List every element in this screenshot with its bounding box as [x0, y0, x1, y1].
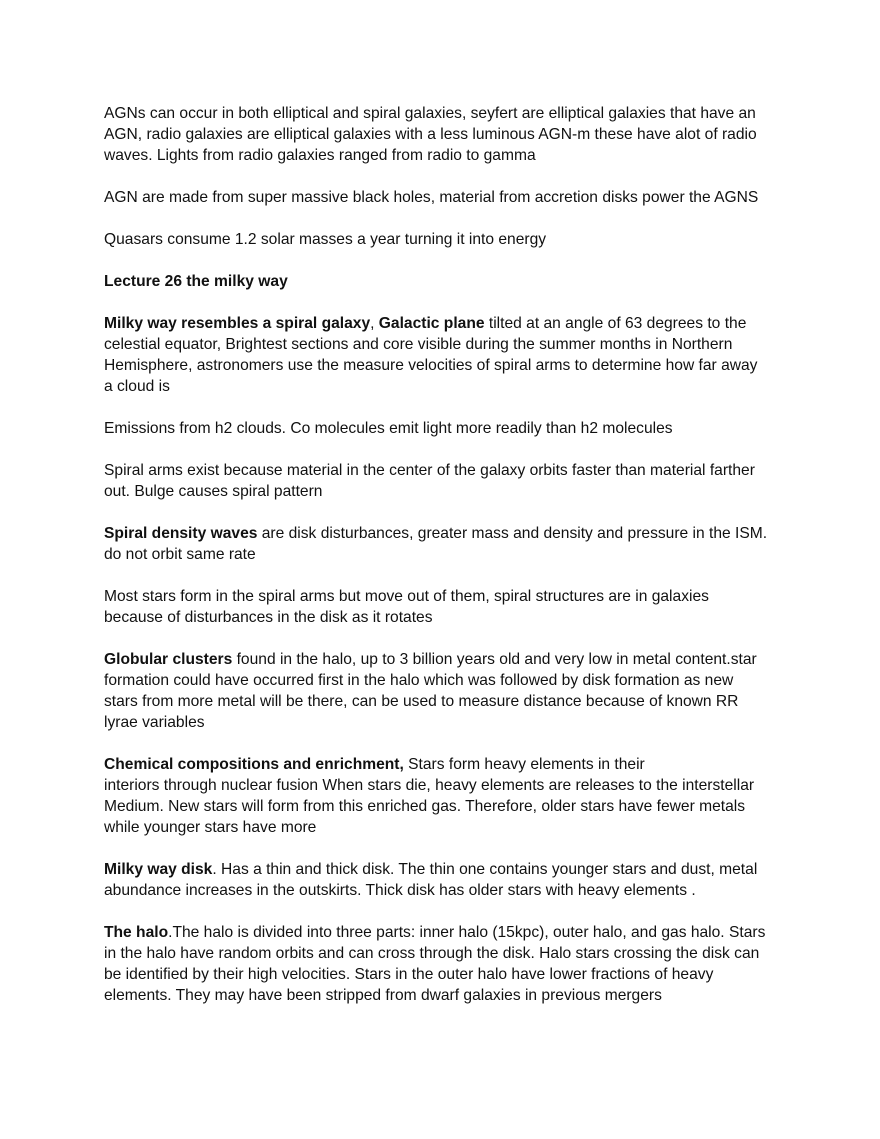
paragraph-star-formation — [104, 586, 784, 628]
paragraph-agn-black-holes — [104, 187, 784, 208]
text-line — [104, 313, 784, 334]
text-fragment: are disk disturbances, greater mass and density and pressure in the ISM. — [257, 525, 768, 542]
document-body — [104, 103, 784, 1027]
paragraph-quasars — [104, 229, 784, 250]
text-line: AGN are made from super massive black holes, material from accretion disks power the AGNS — [104, 189, 759, 206]
paragraph-milky-way-disk — [104, 859, 784, 901]
text-fragment: Stars form heavy elements in their — [403, 756, 645, 773]
separator-text: , — [370, 315, 379, 332]
paragraph-chemical-composition — [104, 754, 784, 838]
text-line — [104, 922, 784, 943]
text-line: AGN, radio galaxies are elliptical galaxies with a less luminous AGN-m these have alot of radio — [104, 126, 757, 143]
text-line: Emissions from h2 clouds. Co molecules emit light more readily than h2 molecules — [104, 420, 673, 437]
bold-term: Milky way disk — [104, 861, 213, 878]
bold-term: Milky way resembles a spiral galaxy — [104, 315, 371, 332]
paragraph-density-waves — [104, 523, 784, 565]
bold-term: The halo — [104, 924, 169, 941]
text-line: abundance increases in the outskirts. Thick disk has older stars with heavy elements . — [104, 882, 696, 899]
lecture-heading — [104, 271, 784, 292]
bold-term: Globular clusters — [104, 651, 233, 668]
text-fragment: found in the halo, up to 3 billion years old and very low in metal content.star — [232, 651, 757, 668]
text-line — [104, 649, 784, 670]
text-line: celestial equator, Brightest sections and core visible during the summer months in Northern — [104, 336, 733, 353]
heading-text: Lecture 26 the milky way — [104, 273, 288, 290]
paragraph-milky-way-spiral — [104, 313, 784, 397]
text-line — [104, 859, 784, 880]
text-line: a cloud is — [104, 378, 170, 395]
paragraph-spiral-arms — [104, 460, 784, 502]
text-line: formation could have occurred first in the halo which was followed by disk formation as new — [104, 672, 734, 689]
text-line: interiors through nuclear fusion When stars die, heavy elements are releases to the interstellar — [104, 777, 755, 794]
text-fragment: . Has a thin and thick disk. The thin one contains younger stars and dust, metal — [212, 861, 758, 878]
text-line: AGNs can occur in both elliptical and spiral galaxies, seyfert are elliptical galaxies that have an — [104, 105, 756, 122]
paragraph-halo — [104, 922, 784, 1006]
text-line: because of disturbances in the disk as it rotates — [104, 609, 433, 626]
text-line: elements. They may have been stripped from dwarf galaxies in previous mergers — [104, 987, 662, 1004]
text-line: Spiral arms exist because material in the center of the galaxy orbits faster than material farther — [104, 462, 755, 479]
text-fragment: .The halo is divided into three parts: inner halo (15kpc), outer halo, and gas halo. Stars — [168, 924, 766, 941]
text-line: Quasars consume 1.2 solar masses a year turning it into energy — [104, 231, 547, 248]
paragraph-emissions — [104, 418, 784, 439]
bold-term: Chemical compositions and enrichment, — [104, 756, 404, 773]
bold-term: Galactic plane — [378, 315, 485, 332]
text-line: Medium. New stars will form from this enriched gas. Therefore, older stars have fewer metals — [104, 798, 746, 815]
bold-term: Spiral density waves — [104, 525, 258, 542]
text-line — [104, 523, 784, 544]
text-line: stars from more metal will be there, can be used to measure distance because of known RR — [104, 693, 739, 710]
text-line: while younger stars have more — [104, 819, 317, 836]
text-line: be identified by their high velocities. Stars in the outer halo have lower fractions of heavy — [104, 966, 714, 983]
paragraph-globular-clusters — [104, 649, 784, 733]
text-line: out. Bulge causes spiral pattern — [104, 483, 323, 500]
text-line: do not orbit same rate — [104, 546, 256, 563]
text-line — [104, 754, 784, 775]
text-line: Most stars form in the spiral arms but move out of them, spiral structures are in galaxies — [104, 588, 709, 605]
text-line: waves. Lights from radio galaxies ranged from radio to gamma — [104, 147, 536, 164]
paragraph-agn-galaxies — [104, 103, 784, 166]
text-fragment: tilted at an angle of 63 degrees to the — [484, 315, 747, 332]
text-line: Hemisphere, astronomers use the measure velocities of spiral arms to determine how far away — [104, 357, 758, 374]
text-line: lyrae variables — [104, 714, 205, 731]
text-line: in the halo have random orbits and can cross through the disk. Halo stars crossing the disk can — [104, 945, 760, 962]
